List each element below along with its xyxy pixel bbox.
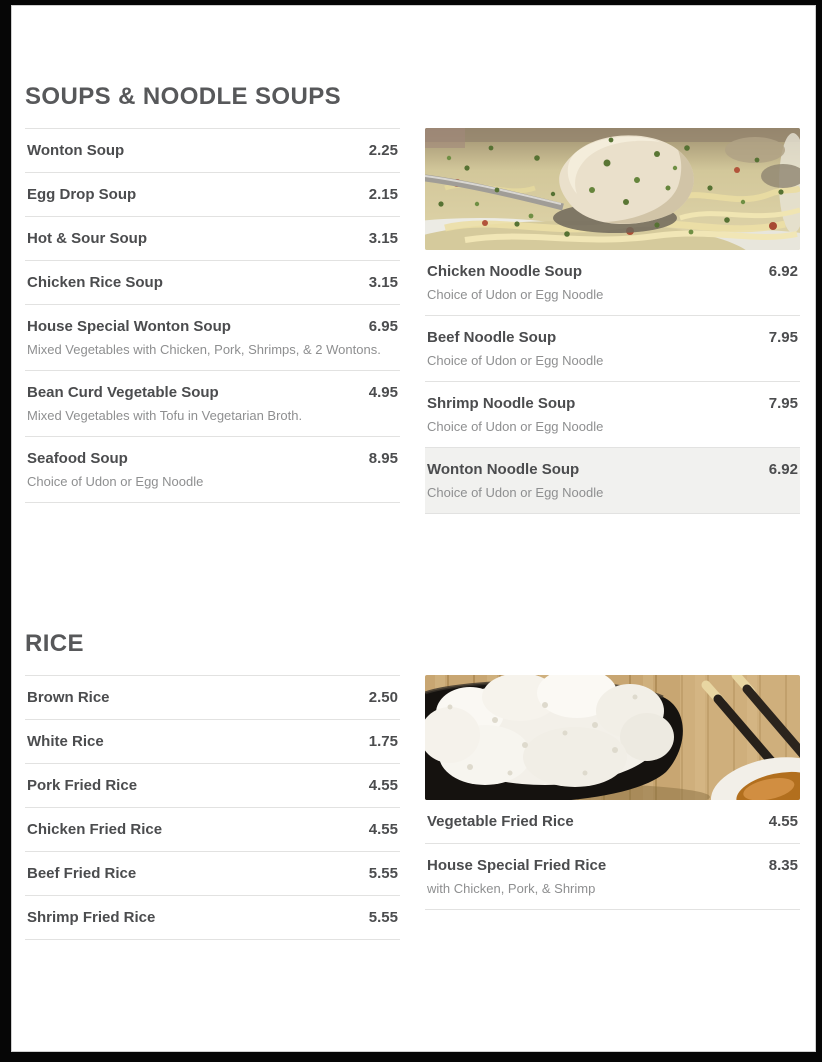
item-price: 8.95 [368, 450, 398, 467]
item-description: Choice of Udon or Egg Noodle [427, 287, 604, 302]
item-name: Beef Fried Rice [27, 865, 137, 882]
item-price: 2.50 [368, 689, 398, 706]
soups-right-list [425, 250, 800, 514]
item-description: Choice of Udon or Egg Noodle [27, 474, 204, 489]
menu-item-row[interactable] [25, 437, 400, 503]
item-price: 3.15 [368, 274, 398, 291]
menu-item-row[interactable] [425, 250, 800, 316]
section-title-rice: RICE [25, 630, 84, 657]
menu-item-header [27, 866, 398, 882]
item-name: Brown Rice [27, 689, 110, 706]
item-name: Wonton Soup [27, 142, 125, 159]
menu-content [11, 83, 816, 940]
menu-item-row[interactable] [425, 844, 800, 910]
menu-item-header [427, 330, 798, 346]
section-soups [25, 83, 800, 514]
menu-item-header [27, 734, 398, 750]
rice-left-column [25, 675, 400, 940]
item-price: 6.95 [368, 318, 398, 335]
menu-item-header [27, 385, 398, 401]
menu-item-header [427, 858, 798, 874]
menu-item-row[interactable] [25, 371, 400, 437]
item-description: Choice of Udon or Egg Noodle [427, 485, 604, 500]
item-name: Shrimp Fried Rice [27, 909, 156, 926]
item-price: 4.55 [768, 813, 798, 830]
chicken-noodle-soup-photo [425, 128, 800, 250]
item-price: 6.92 [768, 461, 798, 478]
item-name: Pork Fried Rice [27, 777, 138, 794]
item-description: Choice of Udon or Egg Noodle [427, 353, 604, 368]
rice-right-column [425, 675, 800, 940]
item-name: Wonton Noodle Soup [427, 461, 580, 478]
menu-item-row[interactable] [25, 808, 400, 852]
item-name: Hot & Sour Soup [27, 230, 147, 247]
item-name: Chicken Fried Rice [27, 821, 163, 838]
item-price: 7.95 [768, 395, 798, 412]
menu-item-header [427, 814, 798, 830]
item-description: with Chicken, Pork, & Shrimp [427, 881, 596, 896]
menu-item-row[interactable] [25, 720, 400, 764]
item-price: 5.55 [368, 909, 398, 926]
menu-item-row[interactable] [25, 217, 400, 261]
menu-item-row[interactable] [25, 305, 400, 371]
section-columns [25, 128, 800, 514]
menu-item-header [27, 275, 398, 291]
item-price: 1.75 [368, 733, 398, 750]
item-description: Mixed Vegetables with Chicken, Pork, Shrimps, & 2 Wontons. [27, 342, 381, 357]
item-name: Egg Drop Soup [27, 186, 137, 203]
menu-item-row[interactable] [25, 173, 400, 217]
item-price: 8.35 [768, 857, 798, 874]
menu-item-header [27, 690, 398, 706]
item-price: 5.55 [368, 865, 398, 882]
menu-item-header [27, 187, 398, 203]
soups-left-column [25, 128, 400, 514]
section-title-soups: SOUPS & NOODLE SOUPS [25, 83, 342, 110]
item-name: Seafood Soup [27, 450, 128, 467]
rice-right-list [425, 800, 800, 910]
item-name: Chicken Rice Soup [27, 274, 163, 291]
item-name: Beef Noodle Soup [427, 329, 557, 346]
item-price: 4.55 [368, 821, 398, 838]
item-price: 2.15 [368, 186, 398, 203]
menu-item-header [27, 451, 398, 467]
item-name: House Special Wonton Soup [27, 318, 231, 335]
menu-item-header [27, 822, 398, 838]
item-name: Shrimp Noodle Soup [427, 395, 576, 412]
item-price: 4.55 [368, 777, 398, 794]
rice-left-list [25, 675, 400, 940]
item-price: 7.95 [768, 329, 798, 346]
menu-item-header [27, 319, 398, 335]
item-price: 6.92 [768, 263, 798, 280]
section-rice [25, 630, 800, 940]
item-price: 2.25 [368, 142, 398, 159]
menu-item-header [27, 778, 398, 794]
menu-item-row[interactable] [25, 764, 400, 808]
item-description: Choice of Udon or Egg Noodle [427, 419, 604, 434]
menu-item-row-highlighted[interactable] [425, 448, 800, 514]
menu-item-header [427, 396, 798, 412]
menu-item-row[interactable] [425, 382, 800, 448]
item-price: 3.15 [368, 230, 398, 247]
item-price: 4.95 [368, 384, 398, 401]
menu-item-row[interactable] [25, 129, 400, 173]
item-name: Chicken Noodle Soup [427, 263, 583, 280]
item-description: Mixed Vegetables with Tofu in Vegetarian Broth. [27, 408, 303, 423]
item-name: House Special Fried Rice [427, 857, 607, 874]
menu-page [11, 5, 816, 1052]
menu-item-header [427, 264, 798, 280]
menu-item-row[interactable] [25, 676, 400, 720]
soups-left-list [25, 128, 400, 503]
menu-item-header [27, 143, 398, 159]
menu-item-row[interactable] [25, 852, 400, 896]
menu-item-row[interactable] [25, 896, 400, 940]
item-name: Bean Curd Vegetable Soup [27, 384, 219, 401]
section-columns [25, 675, 800, 940]
menu-item-header [427, 462, 798, 478]
menu-item-header [27, 910, 398, 926]
menu-item-row[interactable] [425, 316, 800, 382]
item-name: White Rice [27, 733, 104, 750]
soups-right-column [425, 128, 800, 514]
menu-item-header [27, 231, 398, 247]
menu-item-row[interactable] [25, 261, 400, 305]
item-name: Vegetable Fried Rice [427, 813, 574, 830]
menu-item-row[interactable] [425, 800, 800, 844]
rice-bowl-photo [425, 675, 800, 800]
